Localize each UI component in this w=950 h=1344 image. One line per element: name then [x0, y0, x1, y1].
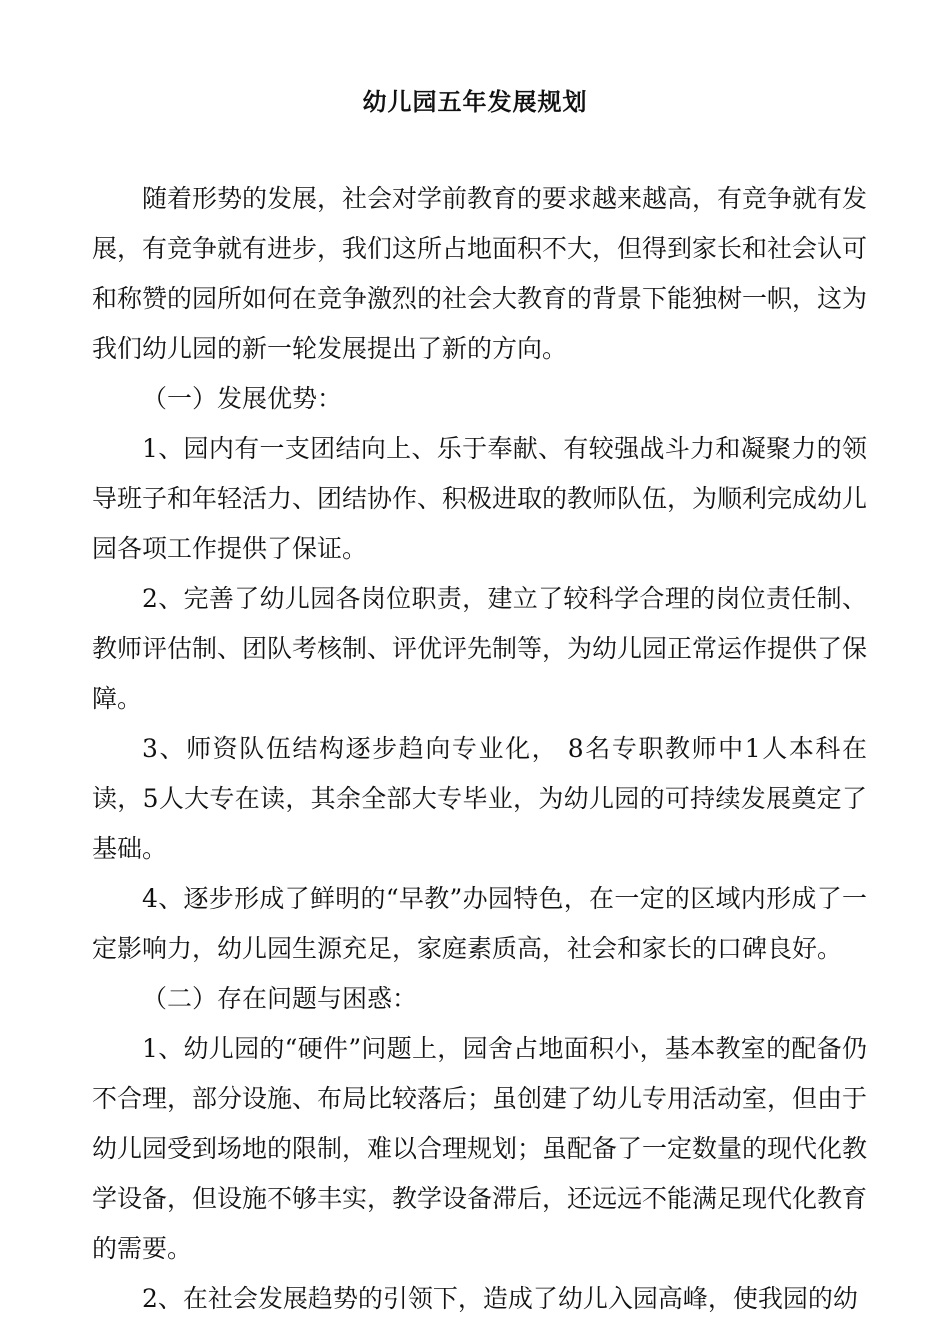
advantage-item: 4、逐步形成了鲜明的“早教”办园特色，在一定的区域内形成了一定影响力，幼儿园生源充足，家庭素质高，社会和家长的口碑良好。 [92, 884, 867, 963]
section-heading-advantages: （一）发展优势： [142, 384, 343, 413]
advantage-item: 1、园内有一支团结向上、乐于奉献、有较强战斗力和凝聚力的领导班子和年轻活力、团结协作、积极进取的教师队伍，为顺利完成幼儿园各项工作提供了保证。 [92, 434, 868, 563]
advantage-item: 3、师资队伍结构逐步趋向专业化， 8名专职教师中1人本科在读，5人大专在读，其余全部大专毕业，为幼儿园的可持续发展奠定了基础。 [92, 734, 867, 863]
section-heading-problems: （二）存在问题与困惑： [142, 984, 418, 1013]
problem-item: 1、幼儿园的“硬件”问题上，园舍占地面积小，基本教室的配备仍不合理，部分设施、布局比较落后；虽创建了幼儿专用活动室，但由于幼儿园受到场地的限制，难以合理规划；虽配备了一定数量的现代化教学设备，但设施不够丰实，教学设备滞后，还远远不能满足现代化教育的需要。 [92, 1034, 868, 1263]
document-title: 幼儿园五年发展规划 [362, 88, 588, 116]
advantage-item: 2、完善了幼儿园各岗位职责，建立了较科学合理的岗位责任制、教师评估制、团队考核制、评优评先制等，为幼儿园正常运作提供了保障。 [92, 584, 868, 713]
intro-paragraph: 随着形势的发展，社会对学前教育的要求越来越高，有竞争就有发展，有竞争就有进步，我们这所占地面积不大，但得到家长和社会认可和称赞的园所如何在竞争激烈的社会大教育的背景下能独树一帜，这为我们幼儿园的新一轮发展提出了新的方向。 [92, 184, 868, 363]
document-body [92, 174, 867, 1324]
problem-item: 2、在社会发展趋势的引领下，造成了幼儿入园高峰，使我园的幼 [142, 1284, 858, 1313]
